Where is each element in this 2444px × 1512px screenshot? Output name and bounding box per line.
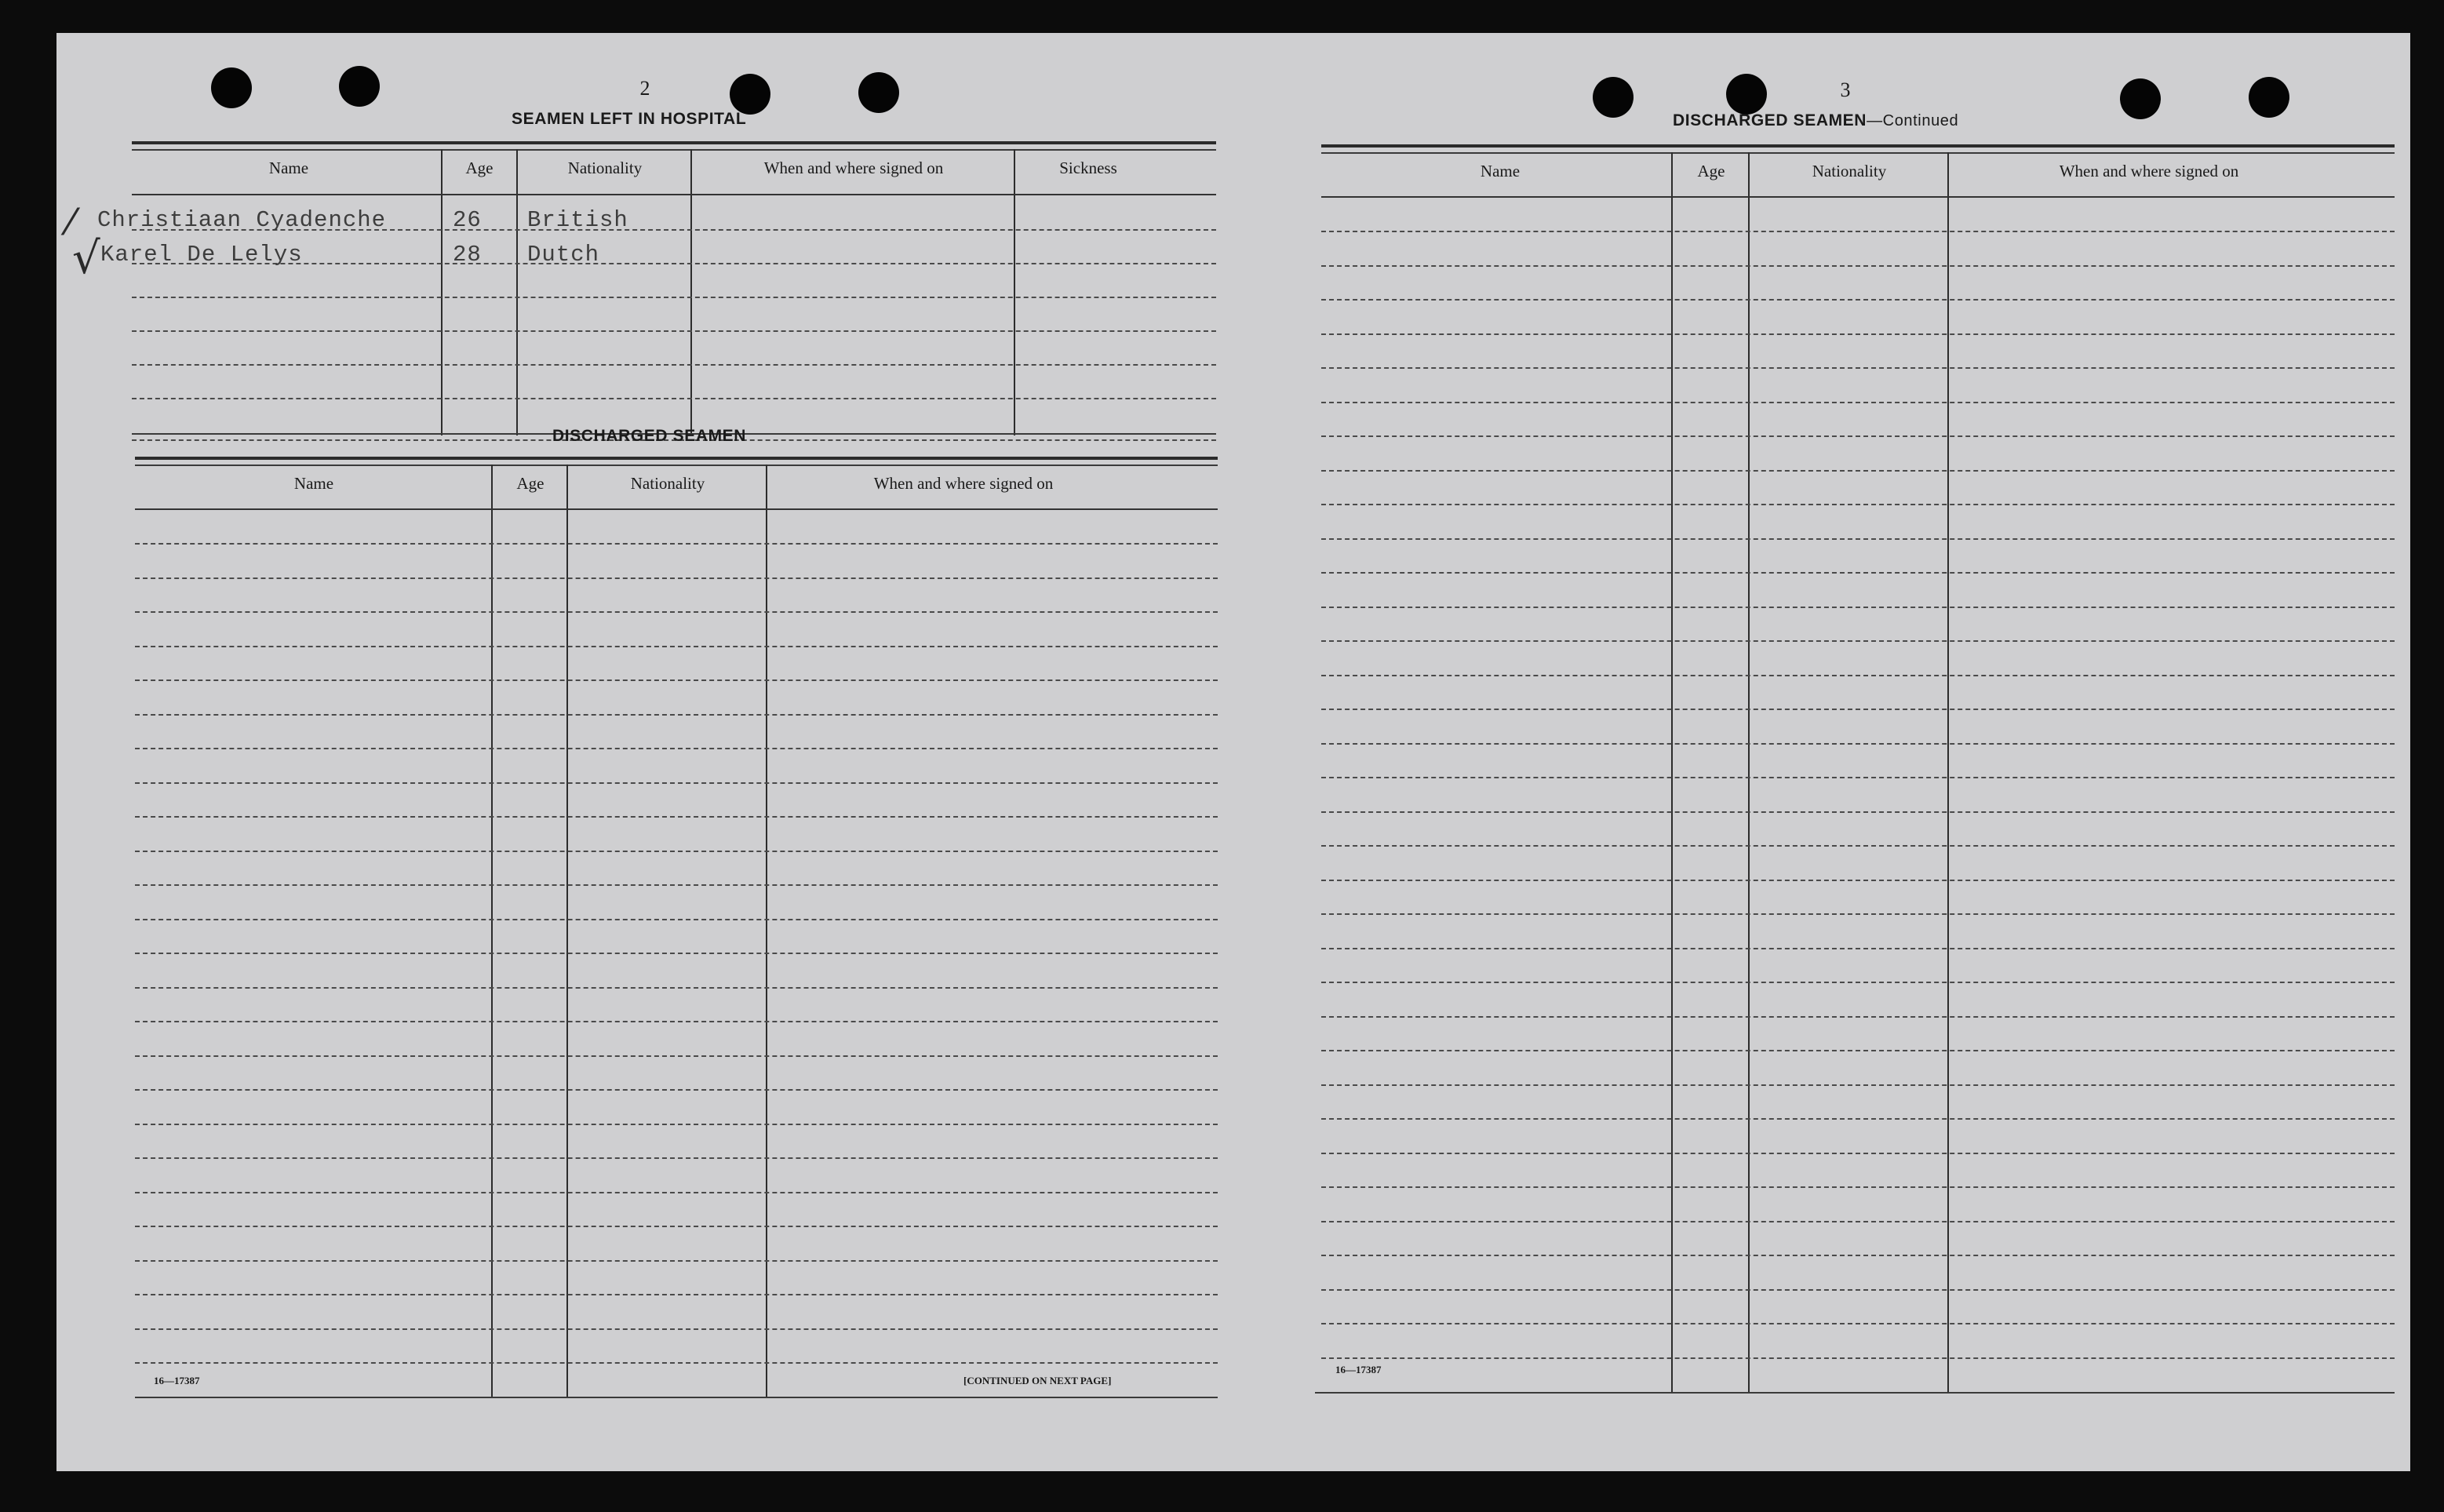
ledger-row-line xyxy=(1321,1255,2395,1256)
continued-col-signed-on: When and where signed on xyxy=(2059,162,2239,180)
ledger-row-line xyxy=(135,782,1218,784)
hospital-section-title: SEAMEN LEFT IN HOSPITAL xyxy=(512,110,747,128)
discharged-col-nationality: Nationality xyxy=(630,474,705,493)
ledger-row-line xyxy=(1321,265,2395,267)
ledger-row-line xyxy=(1321,1186,2395,1188)
continued-col-name: Name xyxy=(1480,162,1521,180)
continued-col-nationality: Nationality xyxy=(1812,162,1887,180)
continued-note: [CONTINUED ON NEXT PAGE] xyxy=(963,1375,1112,1386)
punch-hole xyxy=(1726,74,1767,115)
ledger-row-line xyxy=(1321,470,2395,472)
punch-hole xyxy=(730,74,770,115)
ledger-row-line xyxy=(1321,572,2395,574)
ledger-row-line xyxy=(1321,982,2395,983)
ledger-row-line xyxy=(135,1055,1218,1057)
ledger-row-line xyxy=(1321,1118,2395,1120)
ledger-row-line xyxy=(1321,402,2395,403)
ledger-row-line xyxy=(135,1089,1218,1091)
punch-hole xyxy=(339,66,380,107)
ledger-row-line xyxy=(135,646,1218,647)
discharged-section-title: DISCHARGED SEAMEN xyxy=(552,427,747,445)
ledger-row-line xyxy=(1321,1016,2395,1018)
checkmark-icon: √ xyxy=(72,233,100,284)
discharged-col-signed-on: When and where signed on xyxy=(873,474,1054,493)
ledger-row-line xyxy=(1321,231,2395,232)
hospital-col-name: Name xyxy=(268,158,309,177)
ledger-row-line xyxy=(135,919,1218,920)
ledger-row-line xyxy=(1321,504,2395,505)
ledger-row-line xyxy=(1321,880,2395,881)
ledger-row-line xyxy=(135,1157,1218,1159)
ledger-row-line xyxy=(135,679,1218,681)
punch-hole xyxy=(2249,77,2289,118)
ledger-row-line xyxy=(1321,435,2395,437)
ledger-row-line xyxy=(1321,845,2395,847)
ledger-row-line xyxy=(1321,1221,2395,1222)
ledger-row-line xyxy=(135,1226,1218,1227)
ledger-row-line xyxy=(1321,367,2395,369)
ledger-row-line xyxy=(135,1294,1218,1295)
hospital-row-line xyxy=(132,330,1216,332)
punch-hole xyxy=(858,72,899,113)
ledger-row-line xyxy=(1321,743,2395,745)
hospital-row-line xyxy=(132,398,1216,399)
document-sheet xyxy=(56,33,2410,1471)
ledger-row-line xyxy=(135,1328,1218,1330)
hospital-col-sickness: Sickness xyxy=(1059,158,1117,177)
ledger-row-line xyxy=(1321,333,2395,335)
ledger-row-line xyxy=(135,1362,1218,1364)
punch-hole xyxy=(2120,78,2161,119)
hospital-col-nationality: Nationality xyxy=(567,158,643,177)
ledger-row-line xyxy=(135,851,1218,852)
hospital-row-nationality: British xyxy=(527,207,628,233)
ledger-row-line xyxy=(135,748,1218,749)
ledger-row-line xyxy=(135,953,1218,954)
hospital-row-line xyxy=(132,297,1216,298)
ledger-row-line xyxy=(135,543,1218,545)
ledger-row-line xyxy=(135,714,1218,716)
hospital-row-age: 28 xyxy=(453,242,482,268)
ledger-row-line xyxy=(1321,299,2395,301)
hospital-row-name: Christiaan Cyadenche xyxy=(97,207,387,233)
hospital-row-line xyxy=(132,364,1216,366)
ledger-row-line xyxy=(1321,913,2395,915)
ledger-row-line xyxy=(135,611,1218,613)
form-number-left: 16—17387 xyxy=(154,1375,200,1386)
ledger-row-line xyxy=(1321,607,2395,608)
page-number-right: 3 xyxy=(1840,78,1851,101)
page-number-left: 2 xyxy=(639,77,650,100)
ledger-row-line xyxy=(1321,811,2395,813)
ledger-row-line xyxy=(135,884,1218,886)
ledger-row-line xyxy=(135,1192,1218,1193)
ledger-row-line xyxy=(135,577,1218,579)
hospital-row-age: 26 xyxy=(453,207,482,233)
discharged-continued-title: DISCHARGED SEAMEN—Continued xyxy=(1673,111,1959,129)
punch-hole xyxy=(211,67,252,108)
form-number-right: 16—17387 xyxy=(1335,1364,1382,1375)
ledger-row-line xyxy=(135,1124,1218,1125)
ledger-row-line xyxy=(1321,538,2395,540)
ledger-row-line xyxy=(1321,1084,2395,1086)
punch-hole xyxy=(1593,77,1634,118)
ledger-row-line xyxy=(1321,675,2395,676)
ledger-row-line xyxy=(1321,1323,2395,1324)
ledger-row-line xyxy=(1321,1153,2395,1154)
ledger-row-line xyxy=(1321,777,2395,778)
hospital-col-signed-on: When and where signed on xyxy=(763,158,944,177)
ledger-row-line xyxy=(1321,948,2395,949)
ledger-row-line xyxy=(1321,1289,2395,1291)
ledger-row-line xyxy=(135,987,1218,989)
discharged-col-age: Age xyxy=(516,474,545,493)
hospital-col-age: Age xyxy=(465,158,494,177)
ledger-row-line xyxy=(1321,640,2395,642)
ledger-row-line xyxy=(1321,1050,2395,1051)
continued-col-age: Age xyxy=(1697,162,1725,180)
ledger-row-line xyxy=(135,1260,1218,1262)
discharged-col-name: Name xyxy=(293,474,334,493)
ledger-row-line xyxy=(135,816,1218,818)
checkmark-icon: ⁄ xyxy=(67,201,74,243)
hospital-row-name: Karel De Lelys xyxy=(100,242,303,268)
ledger-row-line xyxy=(1321,1357,2395,1359)
hospital-row-nationality: Dutch xyxy=(527,242,600,268)
ledger-row-line xyxy=(135,1021,1218,1022)
ledger-row-line xyxy=(1321,709,2395,710)
